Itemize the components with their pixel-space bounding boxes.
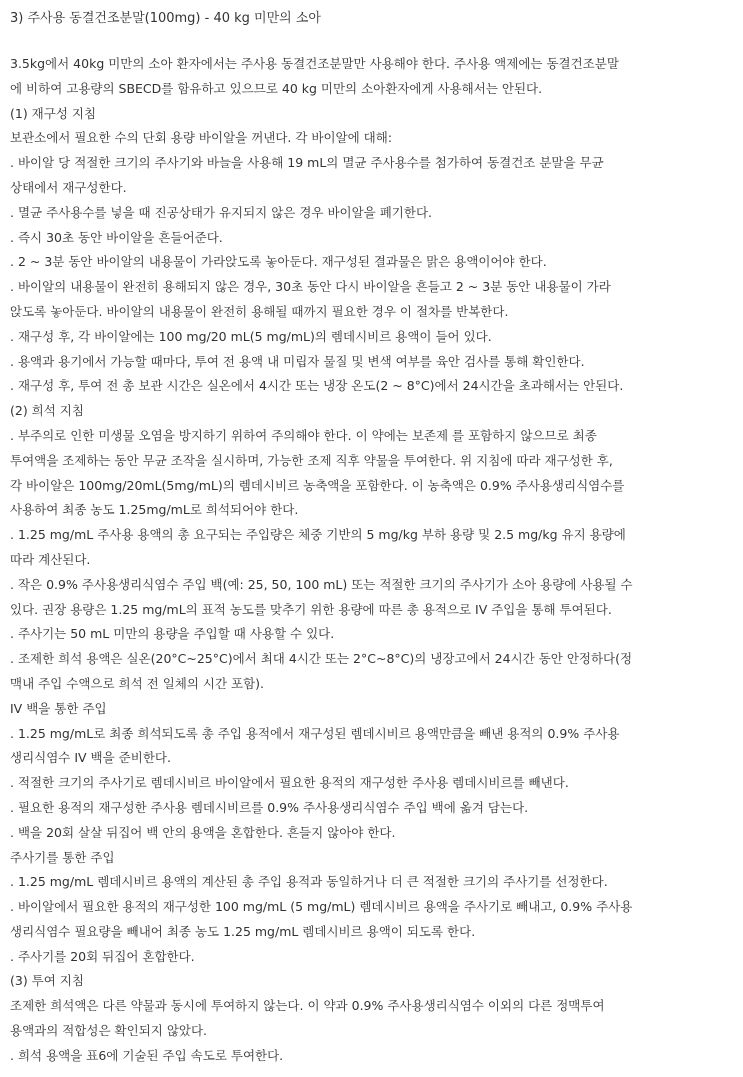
text-line: . 백을 20회 살살 뒤집어 백 안의 용액을 혼합한다. 흔들지 않아야 한다.: [10, 824, 396, 840]
text-line: 생리식염수 필요량을 빼내어 최종 농도 1.25 mg/mL 렘데시비르 용액이 되도록 한다.: [10, 923, 476, 939]
text-line: 주사기를 통한 주입: [10, 849, 115, 865]
text-line: . 1.25 mg/mL 렘데시비르 용액의 계산된 총 주입 용적과 동일하거나 더 큰 적절한 크기의 주사기를 선정한다.: [10, 874, 608, 890]
text-line: 용액과의 적합성은 확인되지 않았다.: [10, 1023, 208, 1039]
text-line: . 1.25 mg/mL 주사용 용액의 총 요구되는 주입량은 체중 기반의 5 mg/kg 부하 용량 및 2.5 mg/kg 유지 용량에: [10, 527, 626, 543]
text-line: 3.5kg에서 40kg 미만의 소아 환자에서는 주사용 동결건조분말만 사용해야 한다. 주사용 액제에는 동결건조분말: [10, 56, 619, 71]
text-line: 생리식염수 IV 백을 준비한다.: [10, 750, 171, 766]
text-line: . 주사기를 20회 뒤집어 혼합한다.: [10, 948, 195, 964]
text-line: 투여액을 조제하는 동안 무균 조작을 실시하며, 가능한 조제 직후 약물을 투여한다. 위 지침에 따라 재구성한 후,: [10, 452, 613, 468]
text-line: 상태에서 재구성한다.: [10, 179, 127, 195]
text-line: . 부주의로 인한 미생물 오염을 방지하기 위하여 주의해야 한다. 이 약에는 보존제 를 포함하지 않으므로 최종: [10, 427, 597, 443]
section-body: [10, 52, 733, 1069]
text-line: . 2 ~ 3분 동안 바이알의 내용물이 가라앉도록 놓아둔다. 재구성된 결과물은 맑은 용액이어야 한다.: [10, 254, 547, 270]
text-line: . 멸균 주사용수를 넣을 때 진공상태가 유지되지 않은 경우 바이알을 폐기한다.: [10, 204, 433, 220]
text-line: (3) 투여 지침: [10, 973, 84, 989]
text-line: 따라 계산된다.: [10, 551, 91, 567]
text-line: . 바이알에서 필요한 용적의 재구성한 100 mg/mL (5 mg/mL) 렘데시비르 용액을 주사기로 빼내고, 0.9% 주사용: [10, 899, 633, 915]
text-line: . 1.25 mg/mL로 최종 희석되도록 총 주입 용적에서 재구성된 렘데시비르 용액만큼을 빼낸 용적의 0.9% 주사용: [10, 725, 620, 741]
section-title: 3) 주사용 동결건조분말(100mg) - 40 kg 미만의 소아: [10, 11, 321, 26]
text-line: 보관소에서 필요한 수의 단회 용량 바이알을 꺼낸다. 각 바이알에 대해:: [10, 130, 393, 146]
text-line: . 용액과 용기에서 가능할 때마다, 투여 전 용액 내 미립자 물질 및 변색 여부를 육안 검사를 통해 확인한다.: [10, 353, 585, 369]
text-line: . 재구성 후, 투여 전 총 보관 시간은 실온에서 4시간 또는 냉장 온도(2 ~ 8°C)에서 24시간을 초과해서는 안된다.: [10, 378, 624, 394]
text-line: 조제한 희석액은 다른 약물과 동시에 투여하지 않는다. 이 약과 0.9% 주사용생리식염수 이외의 다른 정맥투여: [10, 998, 605, 1014]
text-line: 앉도록 놓아둔다. 바이알의 내용물이 완전히 용해될 때까지 필요한 경우 이 절차를 반복한다.: [10, 303, 509, 319]
text-line: . 즉시 30초 동안 바이알을 흔들어준다.: [10, 229, 223, 245]
text-line: . 희석 용액을 표6에 기술된 주입 속도로 투여한다.: [10, 1047, 284, 1063]
text-line: . 바이알의 내용물이 완전히 용해되지 않은 경우, 30초 동안 다시 바이알을 흔들고 2 ~ 3분 동안 내용물이 가라: [10, 279, 611, 295]
text-line: . 재구성 후, 각 바이알에는 100 mg/20 mL(5 mg/mL)의 렘데시비르 용액이 들어 있다.: [10, 328, 492, 344]
text-line: (1) 재구성 지침: [10, 105, 97, 121]
text-line: (2) 희석 지침: [10, 403, 84, 419]
text-line: . 작은 0.9% 주사용생리식염수 주입 백(예: 25, 50, 100 mL) 또는 적절한 크기의 주사기가 소아 용량에 사용될 수: [10, 576, 633, 592]
text-line: 있다. 권장 용량은 1.25 mg/mL의 표적 농도를 맞추기 위한 용량에 따른 총 용적으로 IV 주입을 통해 투여된다.: [10, 601, 612, 617]
text-line: . 적절한 크기의 주사기로 렘데시비르 바이알에서 필요한 용적의 재구성한 주사용 렘데시비르를 빼낸다.: [10, 775, 569, 791]
text-line: 맥내 주입 수액으로 희석 전 일체의 시간 포함).: [10, 675, 265, 691]
text-line: 각 바이알은 100mg/20mL(5mg/mL)의 렘데시비르 농축액을 포함한다. 이 농축액은 0.9% 주사용생리식염수를: [10, 477, 625, 493]
text-line: . 주사기는 50 mL 미만의 용량을 주입할 때 사용할 수 있다.: [10, 626, 335, 642]
text-line: 사용하여 최종 농도 1.25mg/mL로 희석되어야 한다.: [10, 502, 299, 518]
text-line: . 바이알 당 적절한 크기의 주사기와 바늘을 사용해 19 mL의 멸균 주사용수를 첨가하여 동결건조 분말을 무균: [10, 155, 604, 171]
text-line: 에 비하여 고용량의 SBECD를 함유하고 있으므로 40 kg 미만의 소아환자에게 사용해서는 안된다.: [10, 80, 543, 96]
text-line: . 필요한 용적의 재구성한 주사용 렘데시비르를 0.9% 주사용생리식염수 주입 백에 옮겨 담는다.: [10, 799, 529, 815]
text-line: . 조제한 희석 용액은 실온(20°C~25°C)에서 최대 4시간 또는 2°C~8°C)의 냉장고에서 24시간 동안 안정하다(정: [10, 651, 633, 667]
text-line: IV 백을 통한 주입: [10, 700, 107, 716]
